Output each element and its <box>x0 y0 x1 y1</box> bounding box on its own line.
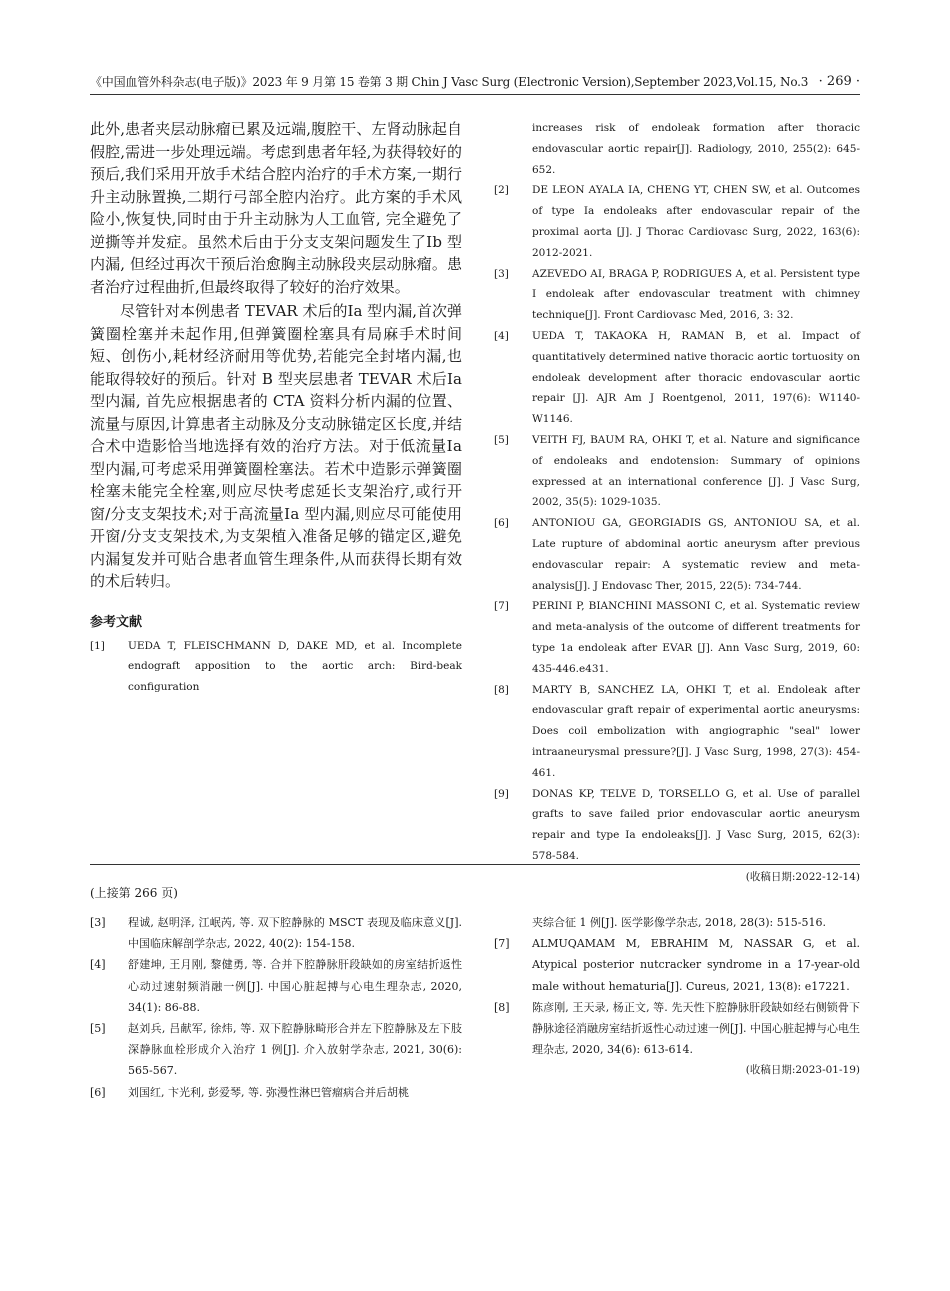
reference-item <box>494 997 860 1061</box>
right-column <box>494 118 860 887</box>
reference-item <box>494 933 860 997</box>
reference-text: VEITH FJ, BAUM RA, OHKI T, et al. Nature and significance of endoleaks and endotension: Summary of opinions expressed at an international conference [J]. J Vasc Surg, 2002, 35(5): 1029-1035. <box>532 433 860 509</box>
reference-item <box>494 326 860 430</box>
reference-text: DONAS KP, TELVE D, TORSELLO G, et al. Use of parallel grafts to save failed prior endovascular aortic aneurysm repair and type Ia endoleaks[J]. J Vasc Surg, 2015, 62(3): 578-584. <box>532 787 860 862</box>
page-header <box>90 72 860 95</box>
reference-text: 舒建坤, 王月刚, 黎健勇, 等. 合并下腔静脉肝段缺如的房室结折返性心动过速射频消融一例[J]. 中国心脏起搏与心电生理杂志, 2020, 34(1): 86-88. <box>128 958 462 1014</box>
reference-text: MARTY B, SANCHEZ LA, OHKI T, et al. Endoleak after endovascular graft repair of experimental aortic aneurysms: Does coil embolization with angiographic "seal" lower intraaneurysmal pressure?[J]. J Vasc Surg, 1998, 27(3): 454-461. <box>532 683 860 779</box>
reference-item <box>494 118 860 180</box>
reference-item <box>90 636 462 698</box>
reference-number: [2] <box>494 184 509 197</box>
reference-item <box>494 784 860 867</box>
reference-item <box>494 513 860 596</box>
reference-number: [5] <box>494 433 509 446</box>
page-number: · 269 · <box>818 74 860 89</box>
reference-item <box>494 680 860 784</box>
reference-text: AZEVEDO AI, BRAGA P, RODRIGUES A, et al. Persistent type I endoleak after endovascular treatment with chimney technique[J]. Front Cardiovasc Med, 2016, 3: 32. <box>532 267 860 322</box>
reference-item <box>494 430 860 513</box>
reference-text: 陈彦刚, 王天录, 杨正文, 等. 先天性下腔静脉肝段缺如经右侧锁骨下静脉途径消融房室结折返性心动过速一例[J]. 中国心脏起搏与心电生理杂志, 2020, 34(6): 613-614. <box>532 1000 860 1057</box>
reference-item <box>90 1082 462 1103</box>
reference-item <box>494 912 860 933</box>
reference-text: 刘国红, 卞光利, 彭爱琴, 等. 弥漫性淋巴管瘤病合并后胡桃 <box>128 1085 409 1099</box>
reference-text: 程诚, 赵明泽, 江岷芮, 等. 双下腔静脉的 MSCT 表现及临床意义[J]. 中国临床解剖学杂志, 2022, 40(2): 154-158. <box>128 916 462 951</box>
reference-text: 赵刘兵, 吕献军, 徐炜, 等. 双下腔静脉畸形合并左下腔静脉及左下肢深静脉血栓形成介入治疗 1 例[J]. 介入放射学杂志, 2021, 30(6): 565-567. <box>128 1022 462 1078</box>
reference-number: [9] <box>494 787 509 800</box>
references-heading: 参考文献 <box>90 614 143 630</box>
journal-citation: 《中国血管外科杂志(电子版)》2023 年 9 月第 15 卷第 3 期 Chin J Vasc Surg (Electronic Version),September 2023,Vol.15, No.3 <box>90 75 809 89</box>
continued-left-column <box>90 912 462 1103</box>
reference-number: [7] <box>494 937 510 951</box>
reference-text: ANTONIOU GA, GEORGIADIS GS, ANTONIOU SA, et al. Late rupture of abdominal aortic aneurysm after previous endovascular repair: A systematic review and meta-analysis[J]. J Endovasc Ther, 2015, 22(5): 734-744. <box>532 517 860 592</box>
reference-item <box>90 954 462 1018</box>
reference-number: [3] <box>90 916 106 929</box>
reference-text: 夹综合征 1 例[J]. 医学影像学杂志, 2018, 28(3): 515-516. <box>532 916 826 929</box>
body-paragraph-2: 尽管针对本例患者 TEVAR 术后的Ⅰa 型内漏,首次弹簧圈栓塞并未起作用,但弹簧圈栓塞具有局麻手术时间短、创伤小,耗材经济耐用等优势,若能完全封堵内漏,也能取得较好的预后。针对 B 型夹层患者 TEVAR 术后Ⅰa 型内漏, 首先应根据患者的 CTA 资料分析内漏的位置、流量与原因,计算患者主动脉及分支动脉锚定区长度,并结合术中造影恰当地选择有效的治疗方法。对于低流量Ⅰa 型内漏,可考虑采用弹簧圈栓塞法。若术中造影示弹簧圈栓塞未能完全栓塞,则应尽快考虑延长支架治疗,或行开窗/分支支架技术;对于高流量Ⅰa 型内漏,则应尽可能使用开窗/分支支架技术,为支架植入准备足够的锚定区,避免内漏复发并可贴合患者血管生理条件,从而获得长期有效的术后转归。 <box>90 302 462 590</box>
reference-number: [6] <box>494 517 509 530</box>
received-date: (收稿日期:2023-01-19) <box>745 1064 860 1077</box>
reference-number: [7] <box>494 600 509 613</box>
continued-right-column <box>494 912 860 1080</box>
reference-number: [4] <box>90 958 106 972</box>
reference-number: [1] <box>90 639 105 652</box>
reference-item <box>494 180 860 263</box>
reference-item <box>494 264 860 326</box>
continued-note: (上接第 266 页) <box>90 886 178 900</box>
reference-number: [5] <box>90 1022 106 1036</box>
reference-number: [6] <box>90 1085 106 1099</box>
reference-text: PERINI P, BIANCHINI MASSONI C, et al. Systematic review and meta-analysis of the outcome of different treatments for type 1a endoleak after EVAR [J]. Ann Vasc Surg, 2019, 60: 435-446.e431. <box>532 600 860 675</box>
left-column <box>90 118 462 698</box>
body-paragraph-1: 此外,患者夹层动脉瘤已累及远端,腹腔干、左肾动脉起自假腔,需进一步处理远端。考虑到患者年轻,为获得较好的预后,我们采用开放手术结合腔内治疗的手术方案,一期行升主动脉置换,二期行弓部全腔内治疗。此方案的手术风险小,恢复快,同时由于升主动脉为人工血管, 完全避免了逆撕等并发症。虽然术后由于分支支架问题发生了Ⅰb 型内漏, 但经过再次干预后治愈胸主动脉段夹层动脉瘤。患者治疗过程曲折,但最终取得了较好的治疗效果。 <box>90 120 462 296</box>
reference-number: [8] <box>494 1000 510 1014</box>
reference-item <box>90 1018 462 1082</box>
reference-text: DE LEON AYALA IA, CHENG YT, CHEN SW, et al. Outcomes of type Ia endoleaks after endovascular repair of the proximal aorta [J]. J Thorac Cardiovasc Surg, 2022, 163(6): 2012-2021. <box>532 184 860 259</box>
reference-text: increases risk of endoleak formation after thoracic endovascular aortic repair[J]. Radiology, 2010, 255(2): 645-652. <box>532 122 860 176</box>
reference-item <box>90 912 462 954</box>
reference-number: [4] <box>494 329 509 342</box>
section-divider <box>90 864 860 865</box>
reference-item <box>494 596 860 679</box>
reference-text: UEDA T, TAKAOKA H, RAMAN B, et al. Impact of quantitatively determined native thoracic aortic tortuosity on endoleak development after thoracic endovascular aortic repair [J]. AJR Am J Roentgenol, 2011, 197(6): W1140- W1146. <box>532 329 860 426</box>
reference-text: UEDA T, FLEISCHMANN D, DAKE MD, et al. Incomplete endograft apposition to the aortic arch: Bird-beak configuration <box>128 639 462 694</box>
reference-number: [8] <box>494 683 509 696</box>
reference-text: ALMUQAMAM M, EBRAHIM M, NASSAR G, et al. Atypical posterior nutcracker syndrome in a 17-year-old male without hematuria[J]. Cureus, 2021, 13(8): e17221. <box>532 937 860 993</box>
reference-number: [3] <box>494 267 509 280</box>
received-date: (收稿日期:2022-12-14) <box>745 870 860 883</box>
